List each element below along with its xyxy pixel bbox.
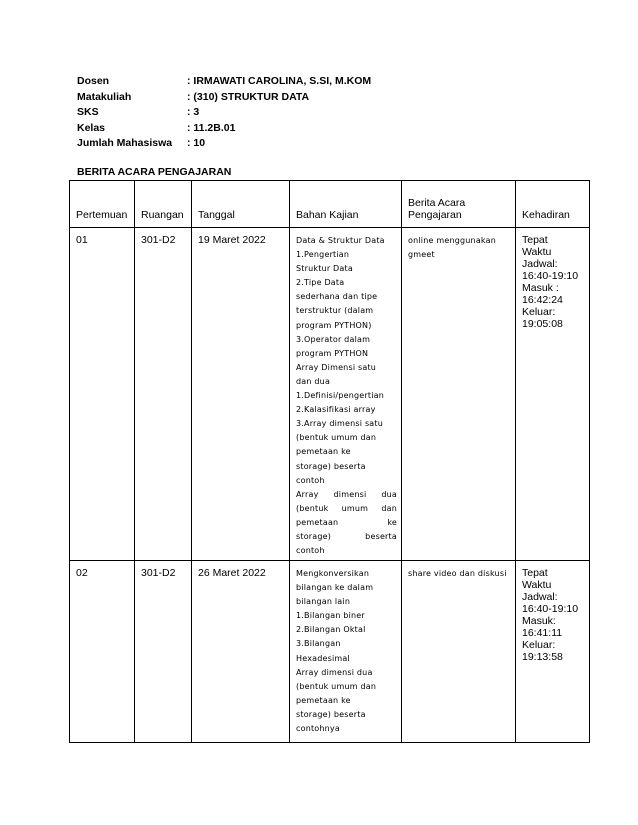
- row2-bahan-line: Hexadesimal: [296, 653, 350, 663]
- teaching-report-table: [69, 180, 590, 743]
- row2-bahan-line: 3.Bilangan: [296, 639, 341, 649]
- course-info: [77, 74, 371, 152]
- row2-kehadiran-line: Keluar:: [522, 639, 556, 651]
- row1-bahan-line: contoh: [296, 475, 325, 485]
- row2-kehadiran-line: 16:40-19:10: [522, 603, 579, 615]
- row1-bahan-line: Data & Struktur Data: [296, 236, 385, 245]
- row1-kehadiran-line: Tepat: [522, 234, 548, 246]
- row1-bahan-line: 3.Array dimensi satu: [296, 419, 384, 429]
- row2-kehadiran-line: Waktu: [522, 579, 552, 591]
- table-row: [70, 561, 590, 743]
- row1-bahan-line: program PYTHON): [296, 320, 372, 330]
- info-row-matakuliah: [77, 90, 371, 106]
- info-row-dosen: [77, 74, 371, 90]
- row1-bahan-line: storage) beserta: [296, 461, 366, 471]
- jumlah-label: Jumlah Mahasiswa: [77, 137, 173, 149]
- row1-kehadiran-line: 19:05:08: [522, 318, 563, 330]
- row2-kehadiran: [516, 561, 590, 743]
- kelas-value: : 11.2B.01: [187, 121, 236, 134]
- row2-ruangan: 301-D2: [135, 561, 192, 743]
- row1-bahan-line: 1.Definisi/pengertian: [296, 391, 385, 401]
- word: dimensi: [333, 489, 367, 499]
- sks-value: : 3: [187, 106, 200, 118]
- row1-tanggal: 19 Maret 2022: [192, 228, 290, 561]
- word: storage): [296, 531, 332, 541]
- row1-kehadiran-line: 16:40-19:10: [522, 270, 579, 282]
- word: Array: [296, 489, 319, 499]
- row2-kehadiran-line: Jadwal:: [522, 591, 558, 603]
- header-berita-line1: Berita Acara: [408, 197, 466, 209]
- word: ke: [387, 517, 397, 527]
- header-bahan-kajian: Bahan Kajian: [290, 181, 402, 228]
- row2-bahan-line: bilangan ke dalam: [296, 583, 374, 593]
- row1-bahan-justified-line: [296, 530, 397, 544]
- row1-berita-acara: [402, 228, 516, 561]
- header-kehadiran: Kehadiran: [516, 181, 590, 228]
- row1-bahan-line: program PYTHON: [296, 348, 369, 358]
- row1-bahan-kajian: [290, 228, 402, 561]
- word: dua: [381, 489, 397, 499]
- info-row-kelas: [77, 121, 371, 137]
- row1-bahan-line: dan dua: [296, 376, 331, 386]
- row1-kehadiran-line: Keluar:: [522, 306, 556, 318]
- row2-tanggal: 26 Maret 2022: [192, 561, 290, 743]
- row2-bahan-line: 2.Bilangan Oktal: [296, 625, 366, 635]
- row1-kehadiran-line: Waktu: [522, 246, 552, 258]
- row2-bahan-line: pemetaan ke: [296, 695, 351, 705]
- table-row: [70, 228, 590, 561]
- matakuliah-label: Matakuliah: [77, 90, 132, 103]
- word: umum: [341, 503, 369, 513]
- word: dan: [381, 503, 397, 513]
- header-berita-line2: Pengajaran: [408, 209, 462, 221]
- dosen-value: : IRMAWATI CAROLINA, S.SI, M.KOM: [187, 75, 372, 87]
- matakuliah-value: : (310) STRUKTUR DATA: [187, 90, 310, 103]
- row2-bahan-kajian: [290, 561, 402, 743]
- info-row-jumlah: [77, 136, 371, 152]
- jumlah-value: : 10: [187, 137, 206, 149]
- row2-pertemuan: 02: [70, 561, 135, 743]
- row1-pertemuan: 01: [70, 228, 135, 561]
- row2-berita-acara: [402, 561, 516, 743]
- row1-bahan-line: 2.Tipe Data: [296, 278, 345, 288]
- row2-bahan-line: storage) beserta: [296, 709, 366, 719]
- word: (bentuk: [296, 503, 329, 513]
- row2-berita-line: share video dan diskusi: [408, 569, 507, 578]
- row1-bahan-line: sederhana dan tipe: [296, 292, 378, 302]
- row1-kehadiran: [516, 228, 590, 561]
- info-row-sks: [77, 105, 371, 121]
- header-tanggal: Tanggal: [192, 181, 290, 228]
- row2-kehadiran-line: 16:41:11: [522, 627, 563, 639]
- header-berita-acara: [402, 181, 516, 228]
- dosen-label: Dosen: [77, 75, 110, 87]
- row1-berita-line: online menggunakan: [408, 236, 496, 245]
- row2-kehadiran-line: Tepat: [522, 567, 548, 579]
- header-ruangan: Ruangan: [135, 181, 192, 228]
- table-header-row: [70, 181, 590, 228]
- row1-bahan-line: terstruktur (dalam: [296, 306, 374, 316]
- row1-bahan-line: Struktur Data: [296, 264, 353, 274]
- row1-bahan-line: pemetaan ke: [296, 447, 351, 457]
- word: pemetaan: [296, 517, 339, 527]
- row1-bahan-justified-line: [296, 516, 397, 530]
- row1-kehadiran-line: Jadwal:: [522, 258, 558, 270]
- row1-bahan-justified-line: [296, 488, 397, 502]
- sks-label: SKS: [77, 106, 99, 118]
- row1-bahan-line: 2.Kalasifikasi array: [296, 405, 376, 415]
- row1-berita-line: gmeet: [408, 250, 435, 260]
- row1-kehadiran-line: 16:42:24: [522, 294, 563, 306]
- row2-bahan-line: (bentuk umum dan: [296, 681, 377, 691]
- row1-bahan-line: 1.Pengertian: [296, 250, 350, 260]
- kelas-label: Kelas: [77, 121, 106, 134]
- word: beserta: [365, 531, 397, 541]
- row2-bahan-line: bilangan lain: [296, 597, 351, 607]
- row2-kehadiran-line: Masuk:: [522, 615, 556, 627]
- row1-bahan-line: Array Dimensi satu: [296, 362, 377, 372]
- section-title: BERITA ACARA PENGAJARAN: [77, 166, 232, 178]
- row2-bahan-line: Mengkonversikan: [296, 569, 370, 578]
- row2-bahan-line: 1.Bilangan biner: [296, 611, 365, 621]
- row1-bahan-line: (bentuk umum dan: [296, 433, 377, 443]
- row2-bahan-line: contohnya: [296, 724, 340, 734]
- row1-kehadiran-line: Masuk :: [522, 282, 559, 294]
- row1-bahan-justified-line: [296, 502, 397, 516]
- row2-kehadiran-line: 19:13:58: [522, 651, 563, 663]
- header-pertemuan: Pertemuan: [70, 181, 135, 228]
- row1-bahan-line: 3.Operator dalam: [296, 334, 371, 344]
- row1-bahan-line: contoh: [296, 546, 325, 556]
- row2-bahan-line: Array dimensi dua: [296, 667, 373, 677]
- row1-ruangan: 301-D2: [135, 228, 192, 561]
